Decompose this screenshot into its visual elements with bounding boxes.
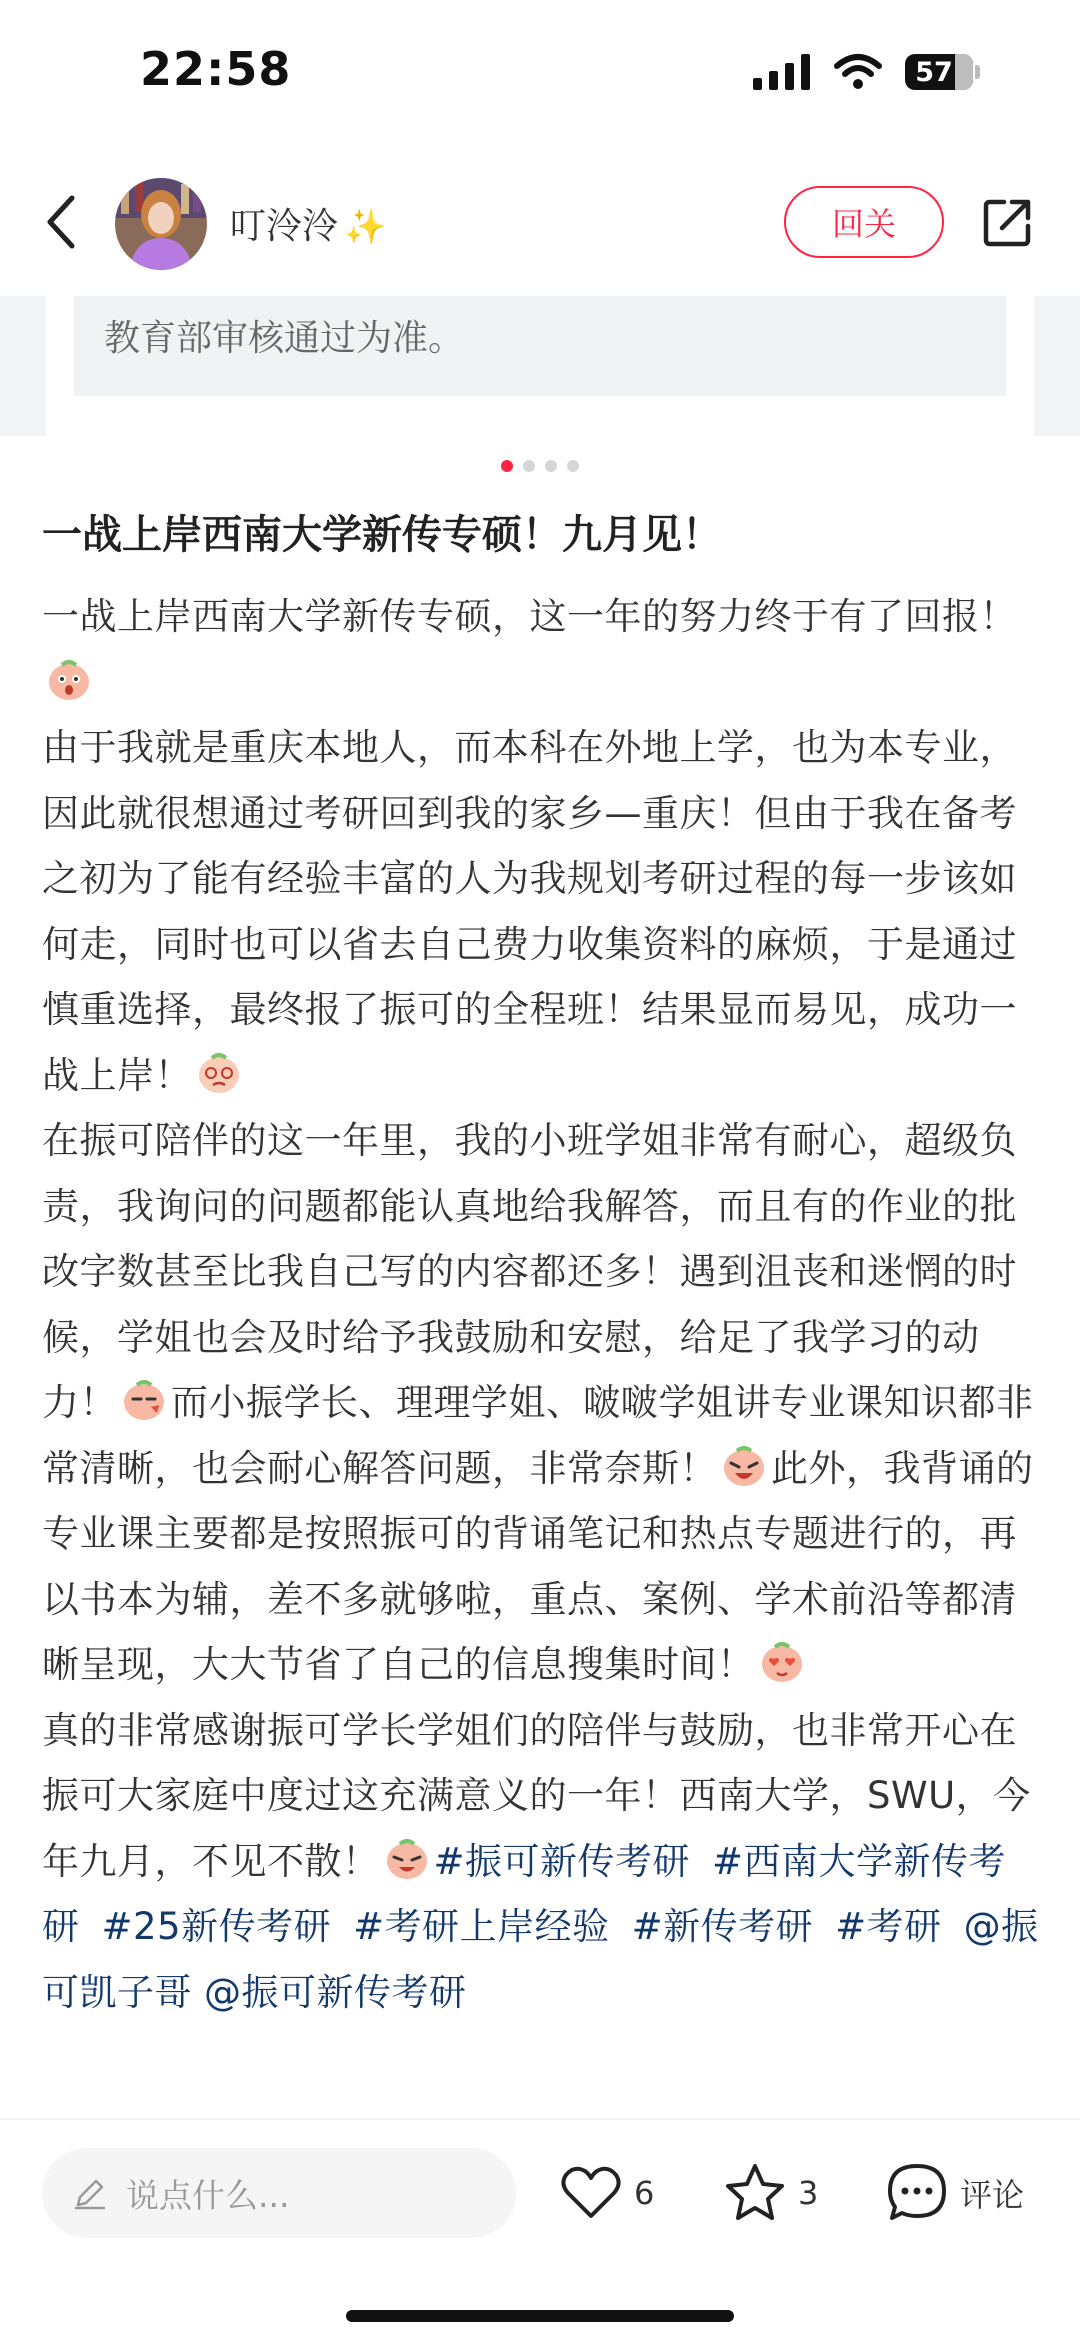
status-time: 22:58 <box>140 42 292 96</box>
home-indicator[interactable] <box>346 2310 734 2322</box>
shy-face-emoji-icon <box>196 1050 242 1096</box>
cellular-signal-icon <box>753 54 811 90</box>
mention-link[interactable]: @振可新传考研 <box>204 1970 467 2014</box>
image-quote-box <box>74 296 1006 396</box>
comment-button[interactable] <box>884 2158 1024 2228</box>
carousel-dot-active <box>501 460 513 472</box>
author-name[interactable]: 叮泠泠 ✨ <box>230 206 387 247</box>
wifi-icon <box>833 53 883 91</box>
status-bar <box>0 0 1080 150</box>
comment-bubble-icon <box>884 2160 950 2226</box>
hashtag-link[interactable]: #振可新传考研 <box>433 1839 691 1883</box>
battery-icon <box>905 54 973 90</box>
battery-level: 57 <box>915 56 953 88</box>
body-paragraph: 一战上岸西南大学新传专硕，这一年的努力终于有了回报！ <box>42 584 1042 715</box>
hashtag-link[interactable]: #西南大学新传考研 <box>42 1839 1007 1948</box>
back-arrow-icon[interactable] <box>40 192 84 252</box>
follow-back-button[interactable]: 回关 <box>784 186 944 258</box>
note-image-carousel[interactable] <box>0 296 1080 436</box>
surprised-face-emoji-icon <box>46 657 92 703</box>
heart-icon <box>558 2160 624 2226</box>
carousel-dot <box>523 460 535 472</box>
winking-face-emoji-icon <box>384 1836 430 1882</box>
heart-eyes-emoji-icon <box>759 1639 805 1685</box>
share-icon[interactable] <box>980 194 1036 250</box>
note-header <box>0 150 1080 296</box>
comment-label: 评论 <box>960 2176 1025 2214</box>
note-title: 一战上岸西南大学新传专硕！九月见！ <box>42 512 722 558</box>
carousel-dots <box>0 460 1080 472</box>
status-icons <box>753 52 980 92</box>
comment-placeholder: 说点什么... <box>126 2175 290 2215</box>
hashtag-link[interactable]: #考研上岸经验 <box>353 1905 610 1948</box>
author-avatar[interactable] <box>115 178 207 270</box>
mention-link[interactable]: @振可凯子哥 <box>42 1905 1039 2014</box>
like-button[interactable] <box>558 2158 654 2228</box>
carousel-dot <box>545 460 557 472</box>
image-caption-text: 教育部审核通过为准。 <box>104 318 465 359</box>
collect-count: 3 <box>798 2174 819 2212</box>
note-body <box>42 584 1042 2025</box>
laughing-face-emoji-icon <box>721 1443 767 1489</box>
collect-button[interactable] <box>722 2158 818 2228</box>
like-count: 6 <box>634 2174 655 2212</box>
blowing-kiss-emoji-icon <box>121 1377 167 1423</box>
body-paragraph: 由于我就是重庆本地人，而本科在外地上学，也为本专业，因此就很想通过考研回到我的家乡—重庆！但由于我在备考之初为了能有经验丰富的人为我规划考研过程的每一步该如何走，同时也可以省去自己费力收集资料的麻烦，于是通过慎重选择，最终报了振可的全程班！结果显而易见，成功一战上岸！ <box>42 726 1017 1097</box>
body-paragraph: 在振可陪伴的这一年里，我的小班学姐非常有耐心，超级负责，我询问的问题都能认真地给我解答，而且有的作业的批改字数甚至比我自己写的内容都还多！遇到沮丧和迷惘的时候，学姐也会及时给予我鼓励和安慰，给足了我学习的动力！ 而小振学长、理理学姐、啵啵学姐讲专业课知识都非常清晰，也会耐心解答问题，非常奈斯！ 此外，我背诵的专业课主要都是按照振可的背诵笔记和热点专题进行的，再以书本为辅，差不多就够啦，重点、案例、学术前沿等都清晰呈现，大大节省了自己的信息搜集时间！ <box>42 1119 1034 1686</box>
avatar-image <box>115 178 207 270</box>
battery-indicator <box>905 54 980 90</box>
pencil-icon <box>72 2175 108 2211</box>
sparkle-icon: ✨ <box>344 207 387 247</box>
bottom-action-bar <box>0 2120 1080 2270</box>
hashtag-link[interactable]: #考研 <box>835 1905 942 1948</box>
star-icon <box>722 2160 788 2226</box>
body-paragraph: 真的非常感谢振可学长学姐们的陪伴与鼓励，也非常开心在振可大家庭中度过这充满意义的一年！西南大学，SWU，今年九月，不见不散！ #振可新传考研 #西南大学新传考研 #25新传考研 #考研上岸经验 #新传考研 #考研 @振可凯子哥 @振可新传考研 <box>42 1708 1039 2014</box>
carousel-dot <box>567 460 579 472</box>
hashtag-link[interactable]: #新传考研 <box>631 1905 814 1948</box>
hashtag-link[interactable]: #25新传考研 <box>101 1905 332 1948</box>
comment-input[interactable] <box>42 2148 516 2238</box>
